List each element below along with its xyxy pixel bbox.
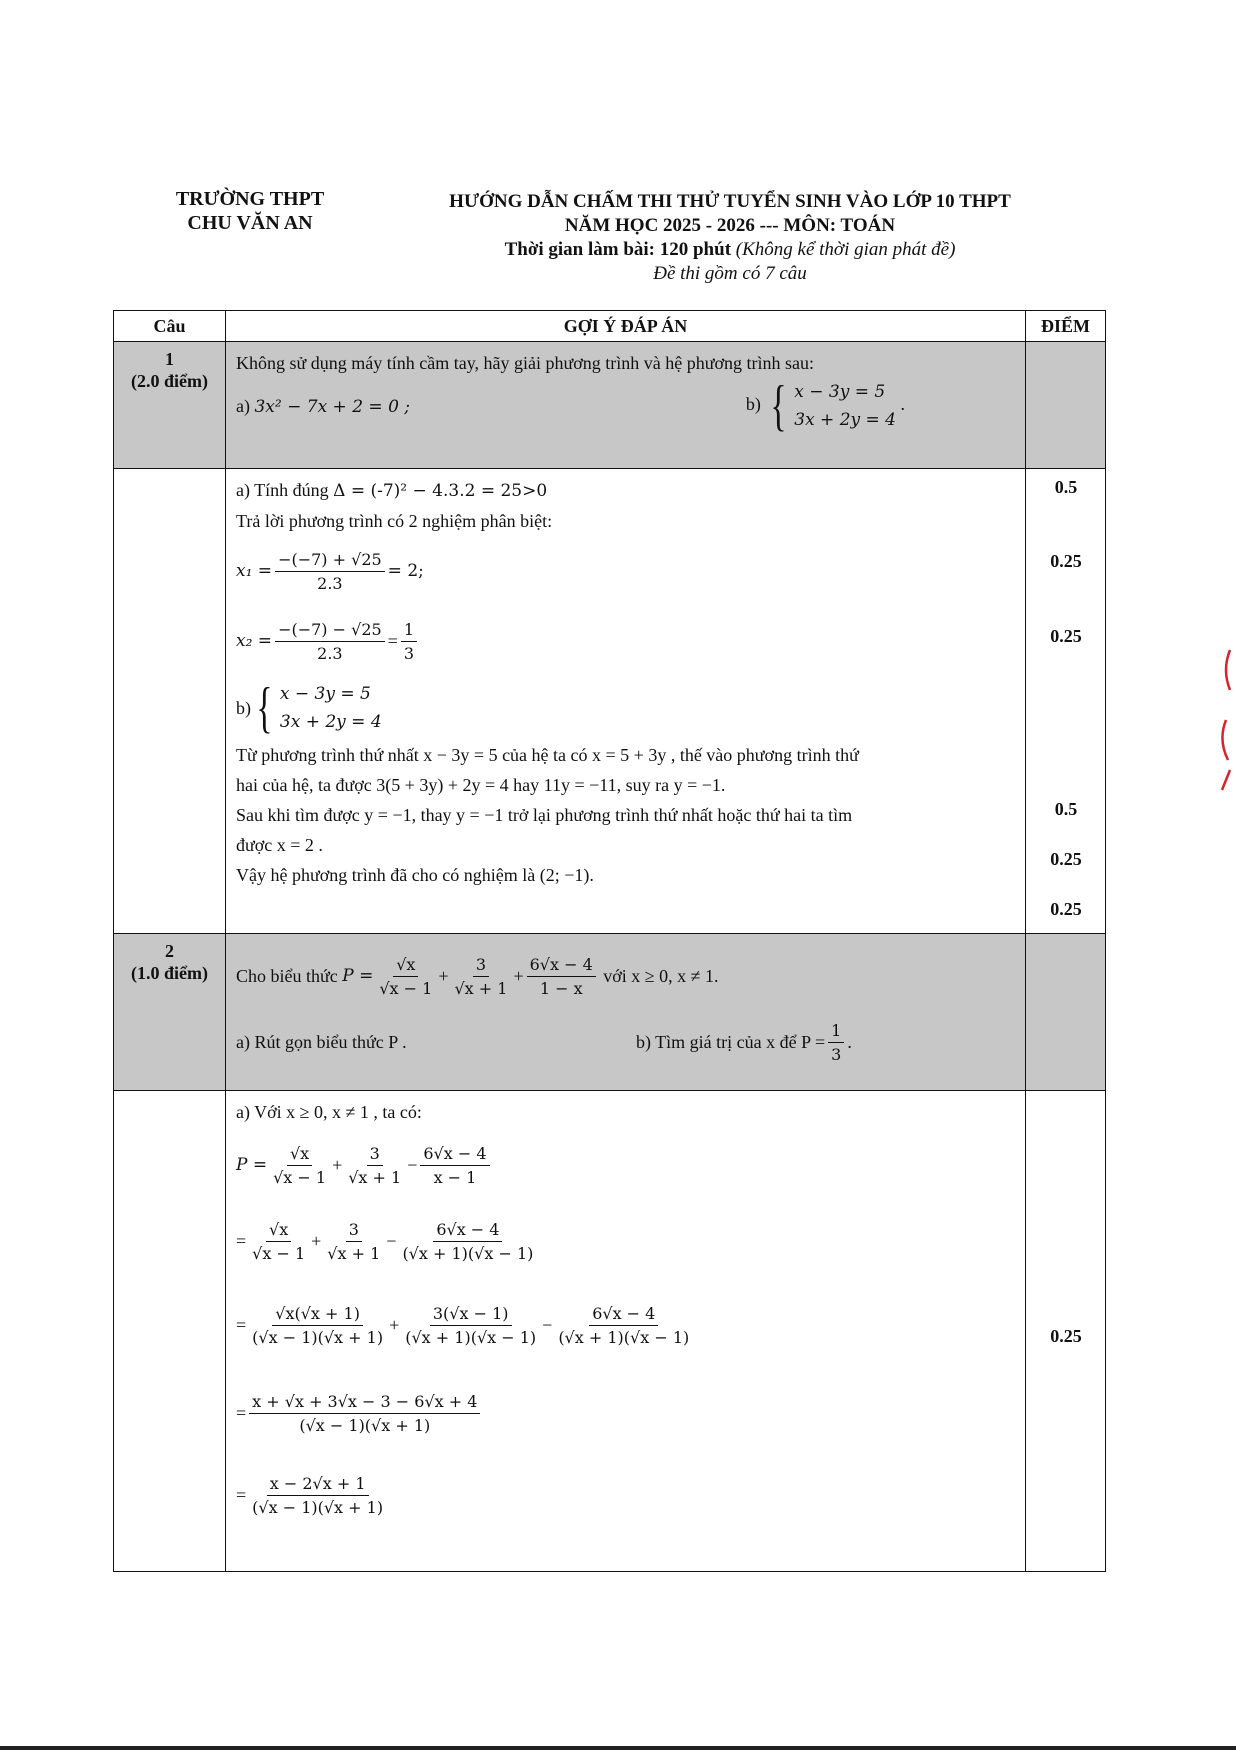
table-header-row — [114, 311, 1106, 342]
col-header-cau: Câu — [114, 311, 226, 342]
grading-table — [113, 310, 1106, 1572]
brace-icon: { — [256, 677, 273, 739]
question-1-prompt — [226, 342, 1026, 469]
answer-2-row — [114, 1091, 1106, 1572]
point-value: 0.5 — [1054, 799, 1078, 819]
red-stamp-mark — [1216, 640, 1236, 800]
question-1-label — [114, 342, 226, 469]
points-cell — [1026, 342, 1106, 469]
title-line-1: HƯỚNG DẪN CHẤM THI THỬ TUYỂN SINH VÀO LỚP 10 THPT — [449, 191, 1011, 212]
question-score: (2.0 điểm) — [131, 371, 208, 391]
title-line-2: NĂM HỌC 2025 - 2026 --- MÔN: TOÁN — [564, 215, 896, 236]
school-line-2: CHU VĂN AN — [187, 212, 313, 234]
step-3: = $\frac{√x(√x + 1)}{(√x - 1)(√x + 1)}$ + $\frac{3(√x - 1)}{(√x + 1)(√x - 1)}$ − $\frac{6√x - 4}{(√x + 1)(√x - 1)}$ — [236, 1303, 690, 1347]
point-value: 0.25 — [1050, 551, 1082, 571]
col-header-answer: GỢI Ý ĐÁP ÁN — [226, 311, 1026, 342]
point-value: 0.25 — [1050, 849, 1082, 869]
answer-2-points — [1026, 1091, 1106, 1572]
question-2-label — [114, 934, 226, 1091]
answer-2-content: a) Với x ≥ 0, x ≠ 1 , ta có: P = $\frac{√x}{√x - 1}$ + $\frac{3}{√x + 1}$ − $\frac{6√x - 4}{x - 1}$ = $\frac{√x}{√x - 1}$ + $\frac{3}{√x + 1}$ − $\frac{6√x - 4}{(√x + 1)(√x - 1)}$ = $\frac{√x(√x + 1)}{(√x - 1)(√x + 1)}$ + $\frac{3(√x - 1)}{(√x + 1)(√x - 1)}$ − $\frac{6√x - 4}{(√x + 1)(√x - 1)}$ = $\frac{x + √x + 3√x - 3 - 6√x + 4}{(√x - 1)(√x + 1)}$ = $\frac{x - 2√x + 1}{(√x - 1)(√x + 1)}$ — [226, 1091, 1026, 1572]
exam-title — [380, 190, 1080, 286]
point-value: 0.25 — [1050, 899, 1082, 919]
school-line-1: TRƯỜNG THPT — [175, 188, 325, 210]
point-value: 0.25 — [1050, 1326, 1082, 1346]
answer-1-row — [114, 469, 1106, 934]
equation-a: 3x² − 7x + 2 = 0 ; — [254, 396, 411, 417]
step-4: = $\frac{x + √x + 3√x - 3 - 6√x + 4}{(√x - 1)(√x + 1)}$ — [236, 1371, 1015, 1455]
step-5: = $\frac{x - 2√x + 1}{(√x - 1)(√x + 1)}$ — [236, 1473, 384, 1517]
question-1-row — [114, 342, 1106, 469]
page-bottom-edge — [0, 1746, 1236, 1750]
prompt-text: Không sử dụng máy tính cầm tay, hãy giải phương trình và hệ phương trình sau: — [236, 353, 815, 373]
count-note: Đề thi gồm có 7 câu — [653, 263, 807, 284]
question-number: 2 — [165, 941, 174, 961]
solution-b-system: b) { x − 3y = 5 3x + 2y = 4 — [236, 677, 382, 739]
school-name — [150, 187, 350, 235]
col-header-points: ĐIỂM — [1026, 311, 1106, 342]
part-b: b) { x − 3y = 5 3x + 2y = 4 . — [745, 375, 905, 437]
question-2-row — [114, 934, 1106, 1091]
brace-icon: { — [770, 375, 787, 437]
equation-system: { x − 3y = 5 3x + 2y = 4 — [770, 375, 896, 437]
point-value: 0.25 — [1050, 626, 1082, 646]
time-label: Thời gian làm bài: 120 phút — [504, 239, 732, 260]
count-line — [380, 262, 1080, 286]
part-a: a) 3x² − 7x + 2 = 0 ; — [236, 395, 411, 417]
question-score: (1.0 điểm) — [131, 963, 208, 983]
answer-1-points — [1026, 469, 1106, 934]
stamp-icon — [1216, 640, 1236, 800]
time-line — [380, 238, 1080, 262]
time-note: (Không kể thời gian phát đề) — [735, 239, 956, 260]
point-value: 0.5 — [1054, 477, 1078, 497]
step-1: P = $\frac{√x}{√x - 1}$ + $\frac{3}{√x + 1}$ − $\frac{6√x - 4}{x - 1}$ — [236, 1127, 1015, 1203]
part-b: b) Tìm giá trị của x để P = — [636, 1031, 826, 1052]
root-x1: x₁ = $\frac{-(-7) + √25}{2.3}$ = 2; — [236, 549, 424, 593]
root-x2: x₂ = $\frac{-(-7) - √25}{2.3}$ = $\frac{1}{3}$ — [236, 606, 1015, 676]
part-a: a) Rút gọn biểu thức P . — [236, 1031, 407, 1052]
question-2-prompt: Cho biểu thức P = $\frac{√x}{√x - 1}$ + $\frac{3}{√x + 1}$ + $\frac{6√x - 4}{1 - x}$ với x ≥ 0, x ≠ 1. a) Rút gọn biểu thức P . b) Tìm giá trị của x để P = $\frac{1}{3}$ . — [226, 934, 1026, 1091]
step-2: = $\frac{√x}{√x - 1}$ + $\frac{3}{√x + 1}$ − $\frac{6√x - 4}{(√x + 1)(√x - 1)}$ — [236, 1219, 534, 1263]
question-number: 1 — [165, 349, 174, 369]
answer-1-content: a) Tính đúng Δ = (-7)² − 4.3.2 = 25>0 Trả lời phương trình có 2 nghiệm phân biệt: x₁ = $\frac{-(-7) + √25}{2.3}$ = 2; x₂ = $\frac{-(-7) - √25}{2.3}$ = $\frac{1}{3}$ b) { x − 3y = 5 3x + 2y = 4 Từ phương trình thứ nhất x − 3y = 5 của hệ ta có x = 5 + 3y , thế vào phương trình thứ hai của hệ, ta được 3(5 + 3y) + 2y = 4 hay 11y = −11, suy ra y = −1. Sau khi tìm được y = −1, thay y = −1 trở lại phương trình thứ nhất hoặc thứ hai ta tìm được x = 2 . Vậy hệ phương trình đã cho có nghiệm là (2; −1). — [226, 469, 1026, 934]
